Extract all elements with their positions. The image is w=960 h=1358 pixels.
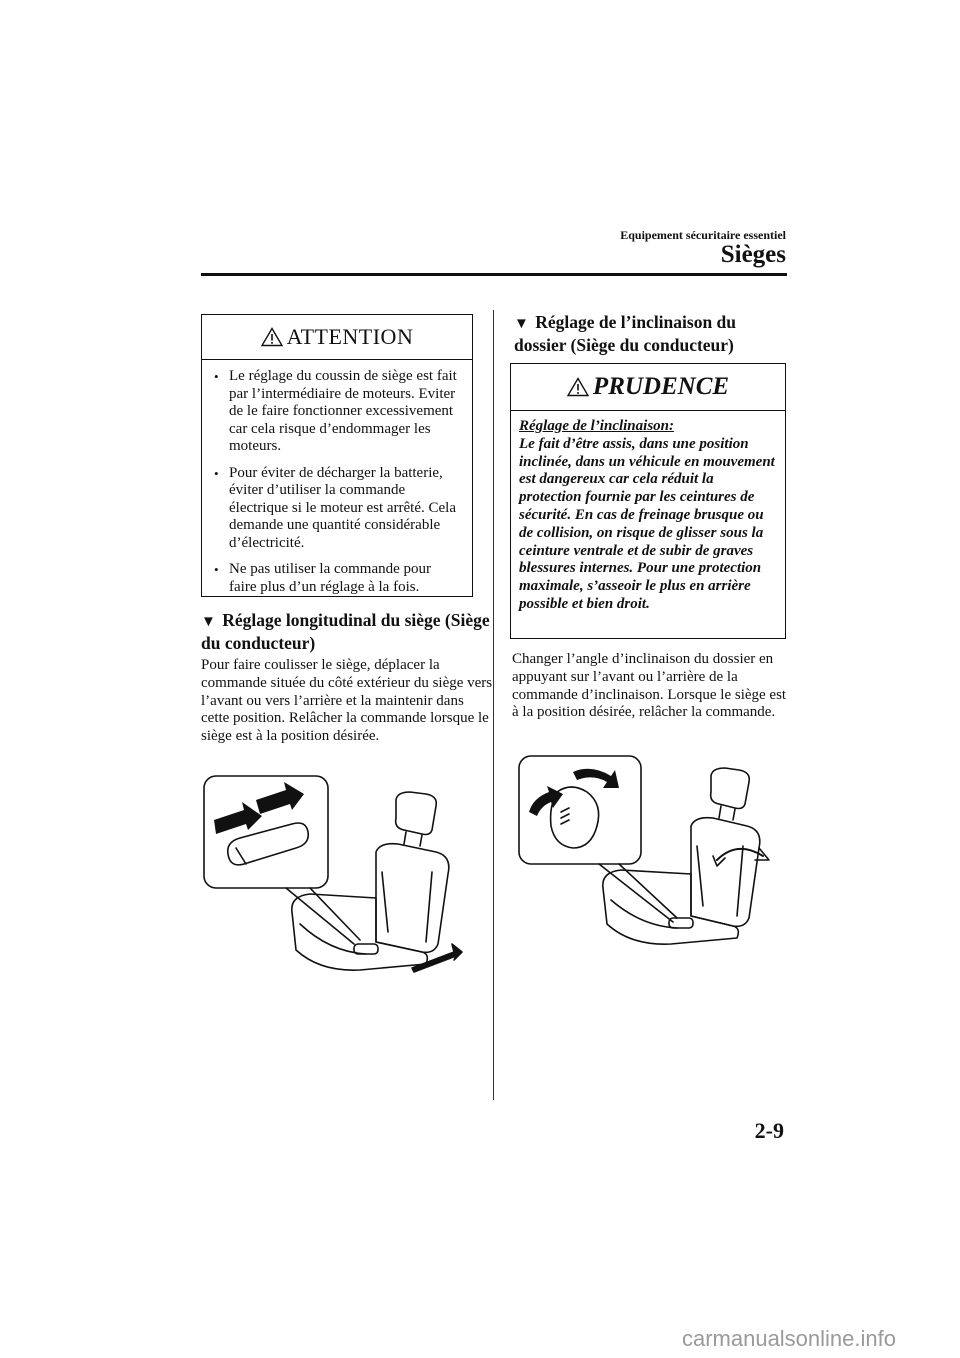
attention-header bbox=[202, 315, 472, 360]
running-header-subtitle: Equipement sécuritaire essentiel bbox=[620, 228, 786, 242]
attention-list bbox=[202, 360, 472, 596]
attention-item-text: Le réglage du coussin de siège est fait par l’intermédiaire de moteurs. Eviter de le faire fonctionner excessivement car cela risque d’endommager les moteurs. bbox=[229, 368, 457, 454]
warning-triangle-icon bbox=[261, 327, 283, 347]
bullet-icon: • bbox=[214, 369, 219, 384]
header-rule bbox=[201, 273, 787, 276]
section-recline-heading bbox=[514, 312, 789, 356]
section-longitudinal-title: Réglage longitudinal du siège (Siège du conducteur) bbox=[201, 610, 490, 653]
section-marker-icon: ▼ bbox=[514, 316, 529, 332]
running-header-title: Sièges bbox=[720, 241, 786, 268]
attention-item-text: Pour éviter de décharger la batterie, éviter d’utiliser la commande électrique si le moteur est arrêté. Cela demande une quantité considérable d’électricité. bbox=[229, 464, 456, 551]
prudence-title: PRUDENCE bbox=[592, 373, 730, 400]
watermark: carmanualsonline.info bbox=[681, 1326, 896, 1351]
section-longitudinal-text: Pour faire coulisser le siège, déplacer la commande située du côté extérieur du siège vers l’avant ou vers l’arrière et la maintenir dans cette position. Relâcher la commande lorsque le siège est à la position désirée. bbox=[201, 657, 493, 745]
column-divider bbox=[493, 310, 494, 1100]
attention-item-text: Ne pas utiliser la commande pour faire plus d’un réglage à la fois. bbox=[229, 561, 432, 595]
prudence-body bbox=[511, 411, 785, 614]
section-recline-title: Réglage de l’inclinaison du dossier (Siège du conducteur) bbox=[514, 312, 737, 355]
bullet-icon: • bbox=[214, 562, 219, 577]
attention-item bbox=[214, 561, 460, 596]
attention-item bbox=[214, 465, 460, 553]
prudence-header bbox=[511, 364, 785, 411]
seat-recline-illustration bbox=[515, 752, 785, 947]
warning-triangle-icon bbox=[567, 377, 589, 397]
prudence-subtitle: Réglage de l’inclinaison: bbox=[519, 418, 674, 434]
attention-box bbox=[201, 314, 473, 597]
section-marker-icon: ▼ bbox=[201, 614, 216, 630]
section-longitudinal-heading bbox=[201, 610, 491, 654]
prudence-box bbox=[510, 363, 786, 639]
attention-title: ATTENTION bbox=[286, 324, 414, 349]
page-number: 2-9 bbox=[754, 1118, 784, 1143]
seat-slide-illustration bbox=[200, 772, 465, 977]
attention-item bbox=[214, 368, 460, 456]
section-recline-text: Changer l’angle d’inclinaison du dossier en appuyant sur l’avant ou l’arrière de la commande d’inclinaison. Lorsque le siège est à la position désirée, relâcher la commande. bbox=[512, 651, 787, 721]
prudence-text: Le fait d’être assis, dans une position inclinée, dans un véhicule en mouvement est dangereux car cela réduit la protection fournie par les ceintures de sécurité. En cas de freinage brusque ou de collision, on risque de glisser sous la ceinture ventrale et de subir de graves blessures internes. Pour une protection maximale, s’asseoir le plus en arrière possible et bien droit. bbox=[519, 435, 775, 612]
bullet-icon: • bbox=[214, 465, 219, 481]
